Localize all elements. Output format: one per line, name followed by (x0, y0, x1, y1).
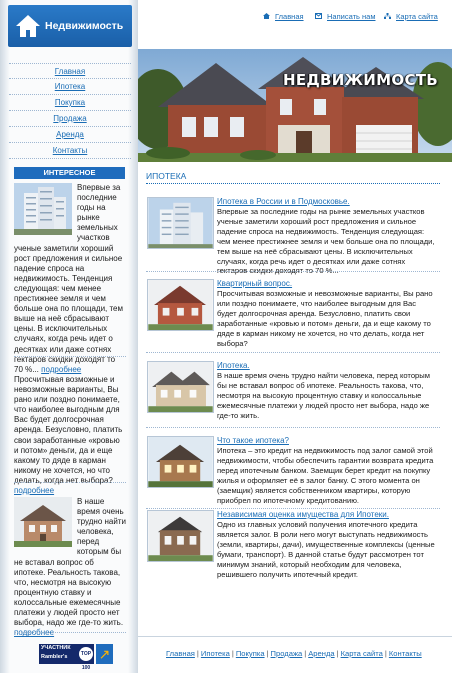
hero-banner (138, 49, 452, 162)
footer-divider (138, 636, 452, 637)
divider (146, 271, 440, 272)
interest-header: ИНТЕРЕСНОЕ (14, 167, 125, 179)
nav-item-purchase[interactable]: Покупка (9, 95, 131, 111)
more-link[interactable]: подробнее (14, 486, 55, 496)
site-logo[interactable] (8, 5, 132, 47)
article-title-link[interactable]: Квартирный вопрос. (217, 279, 293, 288)
envelope-icon (315, 13, 322, 19)
article-text: Ипотека – это кредит на недвижимость под залог самой этой недвижимости, чтобы обеспечить гарантии возврата кредита перед ипотечным банком. Заемщик берет кредит на покупку жилья и оформляет её в залог банку. С этого момента он (заемщик) является собственником квартиры, которую приобрел по ипотечному кредитованию. (217, 446, 434, 505)
nav-item-contacts[interactable]: Контакты (9, 143, 131, 159)
footer-link-sale[interactable]: Продажа (270, 649, 303, 658)
side-article-text: В наше время очень трудно найти человека, перед которым бы не вставал вопрос об ипотеке. Реальность такова, что, несмотря на высокую процентную ставку и колоссальные ежемесячные платежи у людей просто нет выбора, надо же где-то жить. (14, 497, 126, 628)
side-article-text: Просчитывая возможные и невозможные варианты, Вы рано или поздно понимаете, что наиболее выгодным для Вас будет долгосрочная аренда. Безусловно, платить свои заработанные «кровью и потом» деньги, да и еще какому то дяде в карман никому не хочется, но что делать, когда нет выбора? (14, 375, 123, 485)
section-title: ИПОТЕКА (146, 171, 187, 181)
divider (14, 482, 126, 483)
side-article (14, 497, 126, 638)
hero-title: НЕДВИЖИМОСТЬ (283, 71, 439, 89)
nav-item-rent[interactable]: Аренда (9, 127, 131, 143)
nav-item-sale[interactable]: Продажа (9, 111, 131, 127)
footer-link-home[interactable]: Главная (166, 649, 195, 658)
divider (14, 632, 126, 633)
article-thumbnail[interactable] (147, 197, 214, 249)
divider (146, 508, 440, 509)
side-article-text: Впервые за последние годы на рынке земельных участков ученые заметили хороший рост предложения и сильное падение спроса на недвижимость. Тенденция следующая: чем менее престижнее земля и чем больше она по площади, тем выше на неё сбрасывают цены. В исключительных случаях, когда речь идет о десятках или даже сотнях гектаров скидки доходят то 70 %... (14, 183, 123, 374)
article-thumbnail[interactable] (147, 510, 214, 562)
footer-link-rent[interactable]: Аренда (308, 649, 335, 658)
article-title-link[interactable]: Ипотека. (217, 361, 250, 370)
top-link-sitemap[interactable]: Карта сайта (384, 12, 438, 21)
article-title-link[interactable]: Ипотека в России и в Подмосковье. (217, 197, 350, 206)
divider (146, 183, 440, 184)
badge-top-label: TOP 100 (79, 647, 93, 661)
article-thumbnail[interactable] (147, 436, 214, 488)
article-title-link[interactable]: Независимая оценка имущества для Ипотеки. (217, 510, 389, 519)
sitemap-icon (384, 13, 391, 19)
footer-link-sitemap[interactable]: Карта сайта (340, 649, 383, 658)
article-item (146, 510, 440, 580)
more-link[interactable]: подробнее (41, 364, 82, 374)
nav-item-home[interactable]: Главная (9, 63, 131, 79)
main-nav (9, 63, 131, 159)
article-item (146, 279, 440, 349)
top-link-write[interactable]: Написать нам (315, 12, 376, 21)
article-thumbnail[interactable] (147, 279, 214, 331)
article-text: Просчитывая возможные и невозможные варианты, Вы рано или поздно понимаете, что наиболее выгодным для Вас будет долгосрочная аренда. Безусловно, платить свои заработанные «кровью и потом» деньги, да и еще какому то дяде в карман никому не хочется, но что делать, когда нет выбора? (217, 289, 433, 348)
article-text: Одно из главных условий получения ипотечного кредита является залог. В роли него могут выступать недвижимость (земли, квартиры, дачи), имущественные комплексы (ценные бумаги, транспорт). В данной статье будут рассмотрен тот минимум знаний, который необходим для человека, решившего получить ипотечный кредит. (217, 520, 435, 579)
house-icon (15, 13, 41, 39)
article-item (146, 197, 440, 276)
divider (146, 427, 440, 428)
article-title-link[interactable]: Что такое ипотека? (217, 436, 289, 445)
divider (146, 352, 440, 353)
divider (14, 356, 126, 357)
side-article (14, 375, 126, 496)
article-thumbnail[interactable] (147, 361, 214, 413)
rambler-top100-badge[interactable] (39, 644, 113, 671)
nav-item-mortgage[interactable]: Ипотека (9, 79, 131, 95)
home-icon (263, 13, 270, 19)
article-text: В наше время очень трудно найти человека, перед которым бы не вставал вопрос об ипотеке. Реальность такова, что, несмотря на высокую процентную ставку и колоссальные ежемесячные платежи у людей просто нет выбора, надо же где-то жить. (217, 371, 430, 420)
top-links (263, 12, 448, 24)
side-article (14, 183, 126, 375)
sidebar (0, 0, 138, 673)
cottage-image[interactable] (14, 497, 72, 547)
building-image[interactable] (14, 183, 72, 235)
more-link[interactable]: подробнее (14, 628, 55, 638)
article-text: Впервые за последние годы на рынке земельных участков ученые заметили хороший рост предложения и сильное падение спроса на недвижимость. Тенденция следующая: чем менее престижнее земля и чем больше она по площади, тем выше на неё сбрасывают цены. В исключительных случаях, когда речь идет о десятках или даже сотнях гектаров скидки доходят то 70 %... (217, 207, 435, 276)
article-item (146, 436, 440, 506)
footer-link-purchase[interactable]: Покупка (235, 649, 265, 658)
footer-link-contacts[interactable]: Контакты (388, 649, 422, 658)
house-photo (138, 49, 452, 162)
top-link-home[interactable]: Главная (263, 12, 304, 21)
footer-link-mortgage[interactable]: Ипотека (200, 649, 230, 658)
footer-nav: Главная | Ипотека | Покупка | Продажа | Аренда | Карта сайта | Контакты (166, 649, 422, 658)
badge-text: УЧАСТНИК Rambler's (39, 644, 94, 664)
arrow-icon: ↗ (96, 644, 113, 664)
logo-text: Недвижимость (45, 20, 124, 32)
article-item (146, 361, 440, 431)
